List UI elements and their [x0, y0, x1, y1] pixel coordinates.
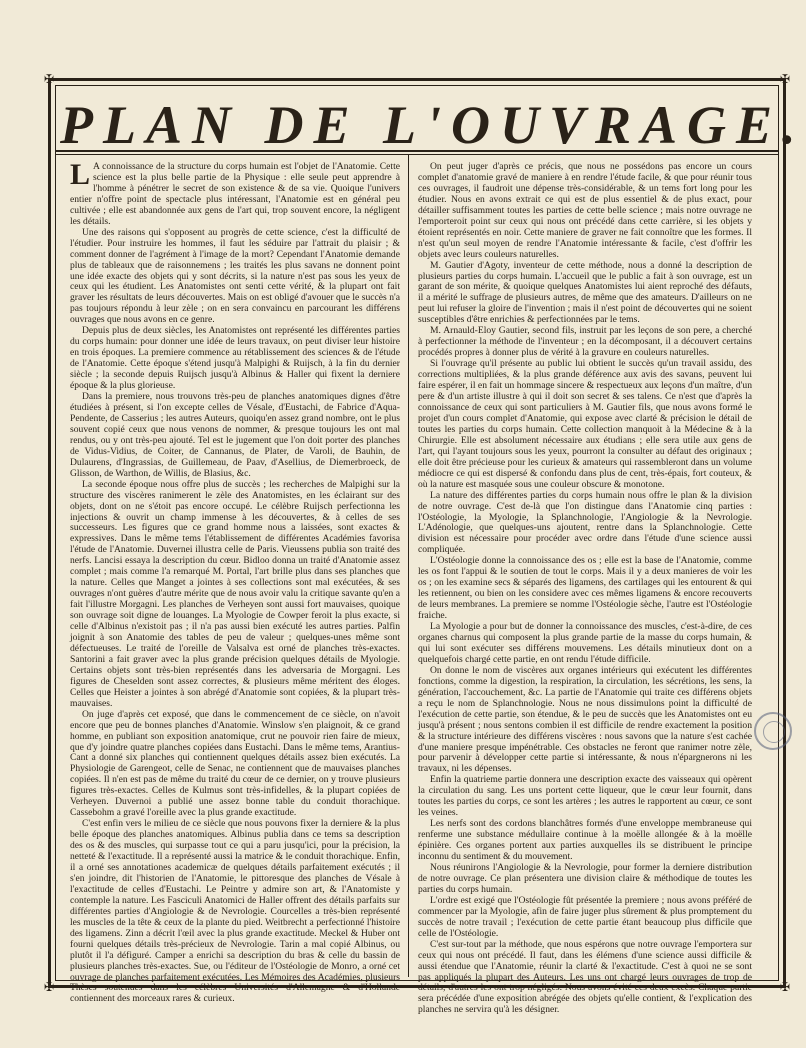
paragraph: Nous réunirons l'Angiologie & la Nevrologie, pour former la derniere distribution de notre ouvrage. Ce plan présentera une division claire & méthodique de toutes les parties du corps humain. — [418, 862, 752, 895]
paragraph: On peut juger d'après ce précis, que nous ne possédons pas encore un cours complet d'anatomie gravé de maniere à en rendre l'étude facile, & que pour réunir tous ces ouvrages, il faudroit une dépense très-considérable, & un tems fort long pour les étudier. Nous en avons extrait ce qui est de plus essentiel & de plus exact, pour détailler suffisamment toutes les parties de cette belle science ; mais notre ouvrage ne l'emporteroit point sur ceux qui nous ont précédé dans cette carrière, si les objets y étoient représentés en noir. Cette maniere de graver ne fait connoître que les formes. Il n'est qu'un seul moyen de rendre l'Anatomie intéressante & facile, c'est d'offrir les objets avec leurs couleurs naturelles. — [418, 161, 752, 260]
title-rule-thin — [56, 154, 778, 155]
left-column — [70, 158, 400, 1005]
paragraph: L'Ostéologie donne la connoissance des os ; elle est la base de l'Anatomie, comme les os font l'appui & le soutien de tout le corps. Mais il y a deux manieres de voir les os ; on les examine secs & séparés des ligamens, des cartilages qui les entourent & qui les retiennent, ou bien on les considere avec ces mêmes ligamens & encore recouverts de leurs membranes. La premiere se nomme l'Ostéologie sèche, l'autre est l'Ostéologie fraiche. — [418, 555, 752, 622]
paragraph: Si l'ouvrage qu'il présente au public lui obtient le succès qu'un travail assidu, des corrections multipliées, & la plus grande déférence aux avis des savans, peuvent lui faire espérer, il en fait un hommage sincere & respectueux aux leçons d'un maître, d'un pere & d'un artiste illustre à qui il doit son secret & ses talens. Ce n'est que d'après la connoissance de ceux qui sont particuliers à M. Gautier fils, que nous avons formé le projet d'un cours complet d'Anatomie, qui expose avec clarté & précision le détail de toutes les parties du corps humain. Cette collection manquoit à la Médecine & à la Chirurgie. Elle est absolument nécessaire aux étudians ; elle sera utile aux gens de l'art, qui l'ayant toujours sous les yeux, pourront la consulter au défaut des originaux ; elle doit être précieuse pour les curieux & amateurs qui rassembleront dans un volume médiocre ce qui est dispersé & confondu dans plus de cent, très-épais, fort couteux, & où la nature est masquée sous une couleur obscure & monotone. — [418, 358, 752, 490]
paragraph: Les nerfs sont des cordons blanchâtres formés d'une enveloppe membraneuse qui renferme une substance médullaire continue à la moëlle allongée & à la moëlle épinière. Ces organes portent aux parties auxquelles ils se distribuent le principe inconnu du sentiment & du mouvement. — [418, 818, 752, 863]
corner-ornament-bottom-right: ✠ — [779, 980, 791, 994]
paragraph: La seconde époque nous offre plus de succès ; les recherches de Malpighi sur la structure des viscères ranimerent le zèle des Anatomistes, en les éclairant sur des objets, dont on ne s'étoit pas encore occupé. Le célèbre Ruijsch perfectionna les injections & ouvrit un champ immense à les découvertes, & à celles de ses successeurs. Les figures que ce grand homme nous a laissées, sont exactes & expressives. Dans le même tems l'établissement de différentes Académies favorisa l'étude de l'Anatomie. Duvernei illustra celle de Paris. Vieussens publia son traité des nerfs. Lancisi essaya la description du cœur. Bidloo donna un traité d'Anatomie assez complet ; mais comme l'a remarqué M. Portal, l'art brille plus dans ses planches que la nature. Celles que Manget a jointes à ses collections sont mal exécutées, & ses ouvrages n'ont guères d'autre mérite que de nous avoir valu la critique savante qu'en a fait l'illustre Morgagni. Les planches de Verheyen sont aussi fort mauvaises, quoique son ouvrage soit digne de louanges. La Myologie de Cowper feroit la plus exacte, si celle d'Albinus n'existoit pas ; il n'a pas aussi bien exécuté les autres parties. Palfin joignit à son Anatomie des tables de peu de valeur ; quelques-unes même sont défectueuses. Le traité de l'oreille de Valsalva est orné de planches très-exactes. Santorini a fait graver avec la plus grande précision quelques détails de Myologie. Certains objets sont très-bien représentés dans les adversaria de Morgagni. Les figures de Cheselden sont assez correctes, & plusieurs même méritent des éloges. Celles que Heister a jointes à son abrégé d'Anatomie sont copiées, & la plupart très-mauvaises. — [70, 478, 400, 709]
corner-ornament-bottom-left: ✠ — [43, 980, 55, 994]
page-title: PLAN DE L'OUVRAGE. — [60, 95, 806, 155]
title-rule-thick — [56, 150, 778, 152]
corner-ornament-top-left: ✠ — [43, 72, 55, 86]
paragraph: Enfin la quatrieme partie donnera une description exacte des vaisseaux qui opèrent la circulation du sang. Les uns portent cette liqueur, que le cœur leur fournit, dans toutes les parties du corps, ce sont les artères ; les autres le rapportent au cœur, ce sont les veines. — [418, 774, 752, 819]
paragraph: M. Gautier d'Agoty, inventeur de cette méthode, nous a donné la description de plusieurs parties du corps humain. L'accueil que le public a fait à son ouvrage, est un garant de son mérite, & quoique quelques Anatomistes lui aient reproché des défauts, il a mérité le suffrage de plusieurs autres, de même que des amateurs. D'ailleurs on ne peut lui refuser la gloire de l'invention ; mais il n'est point de découvertes qui ne soient susceptibles d'être enrichies & perfectionnées par le tems. — [418, 259, 752, 326]
paragraph: La Myologie a pour but de donner la connoissance des muscles, c'est-à-dire, de ces organes charnus qui composent la plus grande partie de la masse du corps humain, & qui lui sont exécuter ses différens mouvemens. Les détails minutieux dont on a quelquefois chargé cette partie, en ont rendu l'étude difficile. — [418, 621, 752, 665]
paragraph: L'ordre est exigé que l'Ostéologie fût présentée la premiere ; nous avons préféré de commencer par la Myologie, afin de faire juger plus sûrement & plus promptement du succès de notre travail ; l'exécution de cette partie étant beaucoup plus difficile que celle de l'Ostéologie. — [418, 894, 752, 939]
paragraph-text: A connoissance de la structure du corps humain est l'objet de l'Anatomie. Cette science est la plus belle partie de la Physique : elle seule peut apprendre à l'homme à pénétrer le secret de son existence & de sa vie. Quoique l'univers entier n'offre point de spectacle plus intéressant, l'Anatomie est en général peu cultivée ; elle est abandonnée aux gens de l'art qui, trop souvent encore, la négligent les détails. — [70, 161, 400, 227]
paragraph: C'est enfin vers le milieu de ce siècle que nous pouvons fixer la derniere & la plus belle époque des planches anatomiques. Albinus publia dans ce tems sa description des os & des muscles, qui surpasse tout ce qui a paru jusqu'ici, pour la précision, la netteté & l'exactitude. Il a représenté aussi la matrice & le conduit thorachique. Enfin, il a orné ses annotationes academicæ de quelques détails parfaitement exécutés ; il s'en joindre, dit l'historien de l'Anatomie, le pittoresque des planches de Vésale à l'exactitude de celles d'Eustachi. Le Peintre y admire son art, & l'Anatomiste y contemple la nature. Les Fasciculi Anatomici de Haller offrent des détails parfaits sur différentes parties d'Angiologie & de Nevrologie. Courcelles a très-bien représenté les muscles de la tête & ceux de la plante du pied. Weitbrecht a perfectionné l'histoire des ligamens. Zinn a décrit l'œil avec la plus grande exactitude. Meckel & Huber ont fourni quelques détails très-précieux de Nevrologie. Tarin a mal copié Albinus, ou plutôt il l'a défiguré. Camper a enrichi sa description du bras & celle du bassin de plusieurs planches très-exactes. Sue, ou l'éditeur de l'Ostéologie de Monro, a orné cet ouvrage de planches parfaitement exécutées. Les Mémoires des Académies, plusieurs Thèses soutenues dans les célèbres Universités d'Allemagne & d'Hollande contiennent des morceaux rares & curieux. — [70, 818, 400, 1005]
paragraph: Une des raisons qui s'opposent au progrès de cette science, c'est la difficulté de l'étudier. Pour instruire les hommes, il faut les séduire par l'attrait du plaisir ; & comment donner de l'agrément à l'image de la mort? Cependant l'Anatomie demande plus de tableaux que de raisonnemens ; les traités les plus savans ne donnent point une idée exacte des objets qui y sont décrits, si la nature n'est pas sous les yeux de ceux qui les étudient. Les Anatomistes ont senti cette vérité, & la plupart ont fait graver les résultats de leurs découvertes. Mais on est obligé d'avouer que le succès n'a pas toujours répondu à leur zèle ; on en sera convaincu en parcourant les différens ouvrages que nous avons en ce genre. — [70, 226, 400, 326]
paragraph: On juge d'après cet exposé, que dans le commencement de ce siècle, on n'avoit encore que peu de bonnes planches d'Anatomie. Winslow s'en plaignoit, & ce grand homme, en publiant son exposition anatomique, crut ne pouvoir rien faire de mieux, que d'y joindre quatre planches copiées dans Eustachi. Dans le même tems, Arantius-Cant a donné six planches qui contiennent quelques détails assez bien exécutés. La Physiologie de Garengeot, celle de Senac, ne contiennent que de mauvaises planches copiées. Il n'en est pas de même du traité du cœur de ce dernier, on y trouve plusieurs figures très-exactes. Celles de Kulmus sont très-infidelles, & la plupart copiées de Verheyen. Duvernoi a publié une assez bonne table du conduit thorachique. Cassebohm a gravé l'oreille avec la plus grande exactitude. — [70, 708, 400, 819]
right-column — [418, 161, 752, 1016]
corner-ornament-top-right: ✠ — [779, 72, 791, 86]
paragraph: C'est sur-tout par la méthode, que nous espérons que notre ouvrage l'emportera sur ceux qui nous ont précédé. Il faut, dans les élémens d'une science aussi difficile & aussi étendue que l'Anatomie, réunir la clarté & l'exactitude. C'est à quoi ne se sont pas appliqués la plupart des Auteurs. Les uns ont chargé leurs ouvrages de trop de détails, d'autres les ont trop négligés. Nous avons évité ces deux excès. Chaque partie sera précédée d'une exposition abrégée des objets qu'elle contient, & l'explication des planches ne servira qu'à les désigner. — [418, 938, 752, 1016]
paragraph — [70, 158, 400, 228]
paragraph: On donne le nom de viscères aux organes intérieurs qui exécutent les différentes fonctions, comme la digestion, la respiration, la circulation, les sécrétions, les sens, la génération, l'accouchement, &c. La partie de l'Anatomie qui traite ces différens objets a reçu le nom de Splanchnologie. Nous ne nous dissimulons point la difficulté de l'exécution de cette partie, son étendue, & le peu de succès que les Anatomistes ont eu jusqu'à présent ; nous sentons combien il est difficile de rendre exactement la position & la structure intérieure des différens viscères : nous savons que la nature s'est cachée d'une maniere presque impénétrable. Ces obstacles ne feront que ranimer notre zèle, pour parvenir à développer cette partie si intéressante, & nous n'épargnerons ni les travaux, ni les dépenses. — [418, 664, 752, 775]
paragraph: M. Arnauld-Eloy Gautier, second fils, instruit par les leçons de son pere, a cherché à perfectionner la méthode de l'inventeur ; en la décomposant, il a découvert certains procédés propres à donner plus de vérité à la gravure en couleurs naturelles. — [418, 325, 752, 359]
paragraph: Depuis plus de deux siècles, les Anatomistes ont représenté les différentes parties du corps humain: pour donner une idée de leurs travaux, on peut diviser leur histoire en trois époques. La premiere commence au rétablissement des sciences & de l'étude de l'Anatomie. Cette époque s'étend jusqu'à Malpighi & Ruijsch, à la fin du dernier siècle ; la seconde depuis Ruijsch jusqu'à Albinus & Haller qui fixent la derniere époque & la plus glorieuse. — [70, 325, 400, 392]
drop-cap: L — [70, 158, 91, 191]
column-divider — [408, 155, 409, 977]
paragraph: Dans la premiere, nous trouvons très-peu de planches anatomiques dignes d'être étudiées à présent, si l'on excepte celles de Vésale, d'Eustachi, de Fabrice d'Aqua-Pendente, de Casserius ; les autres Auteurs, quoiqu'en assez grand nombre, ont le plus souvent copié ceux que nous venons de nommer, & presque toujours les ont mal rendus, ou y ont très-peu ajouté. Tel est le jugement que l'on doit porter des planches de Vidus-Vidius, de Coiter, de Cannanus, de Plater, de Varoli, de Bauhin, de Dulaurens, d'Ingrassias, de Guillemeau, de Paav, d'Asellius, de Diemerbroeck, de Glisson, de Warthon, de Willis, de Blasius, &c. — [70, 391, 400, 479]
library-stamp — [754, 712, 792, 750]
paragraph: La nature des différentes parties du corps humain nous offre le plan & la division de notre ouvrage. C'est de-là que l'on distingue dans l'Anatomie cinq parties : l'Ostéologie, la Myologie, la Splanchnologie, l'Angiologie & la Nevrologie. L'Adénologie, que quelques-uns ajoutent, rentre dans la Splanchnologie. Cette division est nécessaire pour procéder avec ordre dans l'étude d'une science aussi compliquée. — [418, 489, 752, 556]
